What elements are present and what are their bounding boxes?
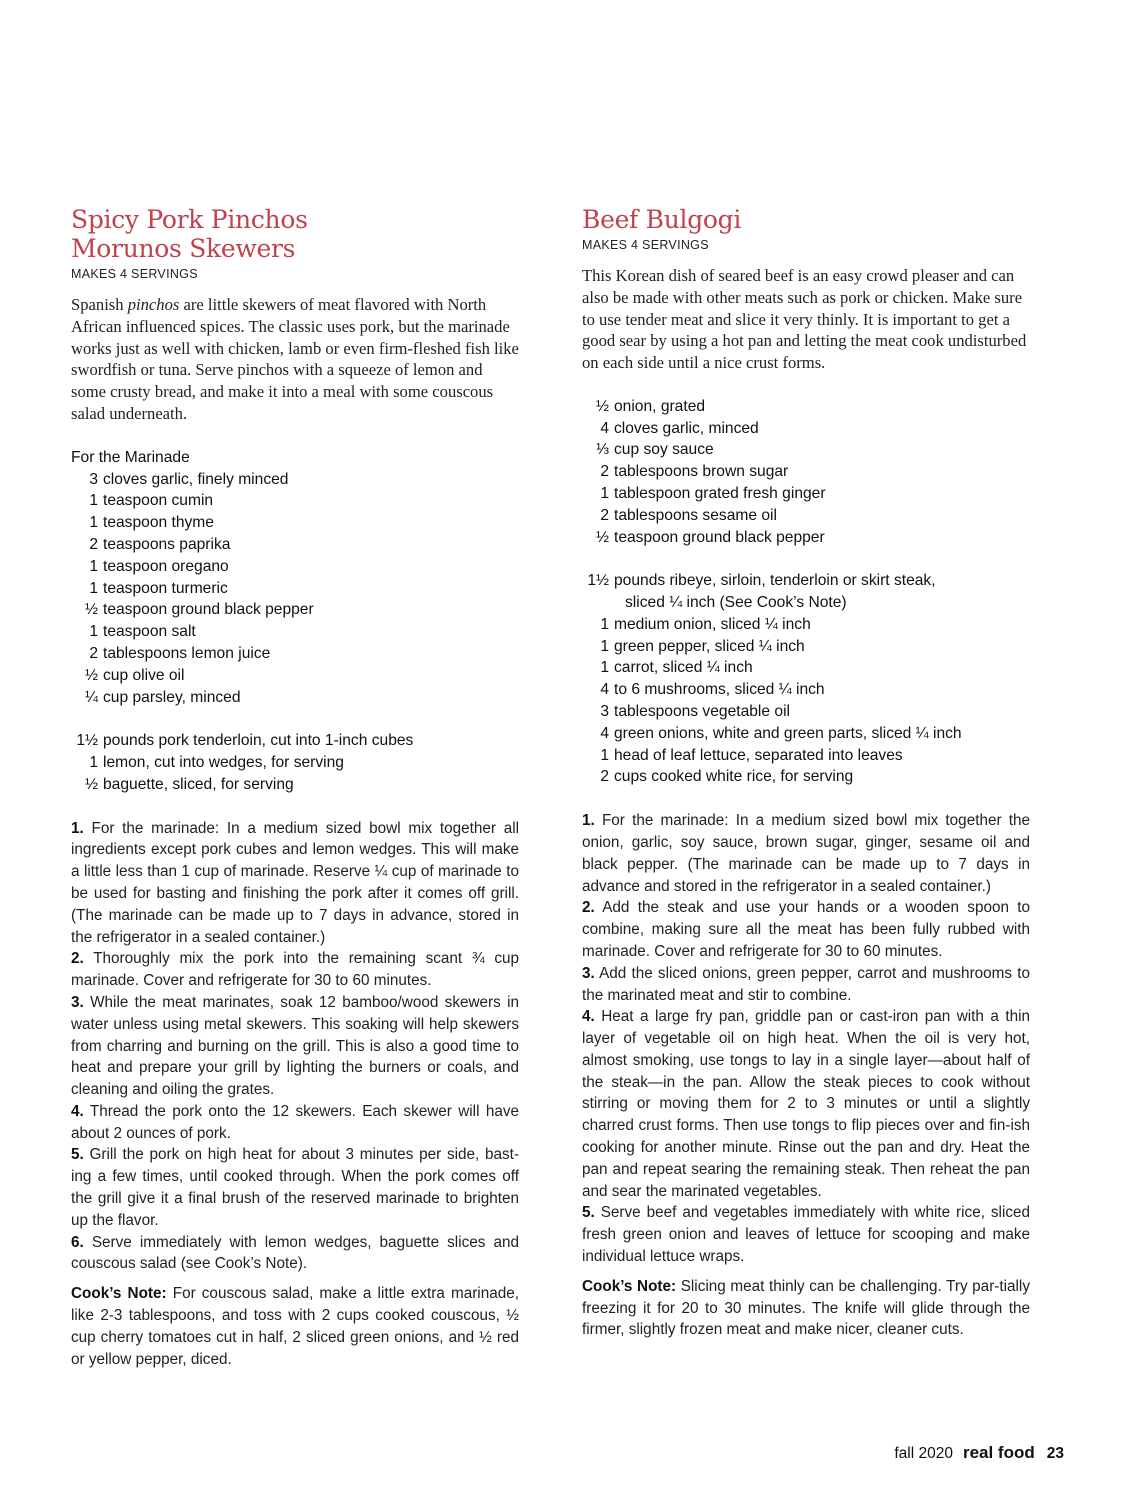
step-number: 1.	[582, 812, 595, 830]
ingredient-item	[71, 512, 519, 534]
ingredient-text	[103, 534, 519, 556]
ingredient-item	[582, 723, 1030, 745]
step-number: 4.	[71, 1102, 84, 1120]
ingredient-qty: 1½	[587, 572, 609, 590]
ingredient-qty: ½	[595, 528, 609, 546]
ingredient-text-main: tablespoons sesame oil	[614, 506, 777, 524]
ingredient-item	[582, 483, 1030, 505]
recipe-step	[71, 818, 519, 949]
ingredient-text-main: cup olive oil	[103, 666, 185, 684]
recipe-beef-bulgogi	[582, 205, 1030, 1341]
ingredient-text-main: green pepper, sliced ¼ inch	[614, 637, 805, 655]
step-text: Serve immediately with lemon wedges, baguette slices and couscous salad (see Cook’s Note).	[71, 1233, 519, 1273]
note-text: Slicing meat thinly can be challenging. Try par-tially freezing it for 20 to 30 minutes. The knife will glide through the firmer, slightly frozen meat and make nicer, cleaner cuts.	[582, 1277, 1030, 1339]
ingredient-text	[614, 679, 1030, 701]
ingredient-item	[71, 556, 519, 578]
step-text: Thread the pork onto the 12 skewers. Each skewer will have about 2 ounces of pork.	[71, 1102, 519, 1142]
ingredient-qty: 3	[600, 702, 609, 720]
ingredient-item	[582, 439, 1030, 461]
ingredient-item	[582, 701, 1030, 723]
ingredient-text	[103, 490, 519, 512]
ingredient-list	[71, 730, 519, 795]
step-number: 5.	[71, 1146, 84, 1164]
recipe-step	[582, 1006, 1030, 1202]
ingredient-text	[103, 687, 519, 709]
recipe-step	[71, 1232, 519, 1276]
ingredient-text	[614, 636, 1030, 658]
ingredient-text-main: teaspoons paprika	[103, 535, 231, 553]
ingredient-text-main: tablespoons vegetable oil	[614, 702, 790, 720]
ingredient-text-main: tablespoons brown sugar	[614, 463, 789, 481]
step-number: 5.	[582, 1204, 595, 1222]
ingredient-qty: 1	[89, 557, 98, 575]
ingredient-text	[103, 621, 519, 643]
page-footer	[894, 1443, 1064, 1463]
ingredient-qty: 1	[89, 514, 98, 532]
note-text: For couscous salad, make a little extra marinade, like 2-3 tablespoons, and toss with 2 cups cooked couscous, ½ cup cherry tomatoes cut in half, 2 sliced green onions, and ½ red or yellow pepper, diced.	[71, 1285, 519, 1368]
ingredient-item	[582, 679, 1030, 701]
issue-season: fall 2020	[894, 1445, 953, 1462]
ingredient-text	[614, 439, 1030, 461]
ingredient-qty: 1	[600, 484, 609, 502]
ingredient-text	[103, 730, 519, 752]
ingredient-text	[614, 396, 1030, 418]
ingredient-text	[614, 418, 1030, 440]
ingredient-qty: 2	[89, 535, 98, 553]
step-text: Add the sliced onions, green pepper, carrot and mushrooms to the marinated meat and stir to combine.	[582, 964, 1030, 1004]
ingredient-text	[614, 766, 1030, 788]
ingredient-text-main: cloves garlic, minced	[614, 419, 759, 437]
note-label: Cook’s Note:	[71, 1285, 167, 1303]
recipe-pork-pinchos	[71, 205, 519, 1370]
ingredient-text-main: baguette, sliced, for serving	[103, 775, 294, 793]
ingredient-text-main: teaspoon ground black pepper	[614, 528, 825, 546]
magazine-name: real food	[962, 1443, 1035, 1462]
ingredient-text	[614, 701, 1030, 723]
cooks-note	[71, 1283, 519, 1370]
recipe-step	[71, 1101, 519, 1145]
step-number: 6.	[71, 1233, 84, 1251]
ingredient-text	[103, 578, 519, 600]
ingredient-text-main: green onions, white and green parts, sliced ¼ inch	[614, 724, 962, 742]
recipe-step	[582, 1202, 1030, 1267]
ingredient-item	[71, 730, 519, 752]
ingredient-item	[71, 687, 519, 709]
ingredient-item	[582, 396, 1030, 418]
ingredient-text	[614, 505, 1030, 527]
ingredient-text-main: pounds pork tenderloin, cut into 1-inch cubes	[103, 732, 414, 750]
servings-label: MAKES 4 SERVINGS	[71, 267, 198, 281]
step-text: Add the steak and use your hands or a wooden spoon to combine, making sure all the meat has been fully rubbed with marinade. Cover and refrigerate for 30 to 60 minutes.	[582, 899, 1031, 960]
step-text: Serve beef and vegetables immediately with white rice, sliced fresh green onion and leaves of lettuce for scooping and make individual lettuce wraps.	[582, 1204, 1031, 1266]
recipe-step	[582, 897, 1030, 962]
ingredient-item	[582, 461, 1030, 483]
step-text: Grill the pork on high heat for about 3 minutes per side, bast-ing a few times, until cooked through. When the pork comes off the grill give it a final brush of the reserved marinade to brighten up the flavor.	[71, 1146, 520, 1229]
ingredient-item	[71, 534, 519, 556]
ingredient-text-main: medium onion, sliced ¼ inch	[614, 615, 811, 633]
page-number: 23	[1046, 1445, 1064, 1462]
ingredient-qty: 2	[600, 463, 609, 481]
intro-italic-word: pinchos	[127, 295, 180, 314]
ingredient-qty: ½	[595, 397, 609, 415]
ingredient-text	[614, 723, 1030, 745]
ingredient-item	[582, 614, 1030, 636]
ingredient-item	[71, 621, 519, 643]
ingredient-item	[71, 599, 519, 621]
ingredient-qty: 1	[600, 637, 609, 655]
note-label: Cook’s Note:	[582, 1277, 677, 1295]
ingredient-qty: 1	[89, 623, 98, 641]
step-text: For the marinade: In a medium sized bowl mix together all ingredients except pork cubes and lemon wedges. This will make a little less than 1 cup of marinade. Reserve ¼ cup of marinade to be used for basting and finishing the pork after it comes off grill. (The marinade can be made up to 7 days in advance, stored in the refrigerator in a sealed container.)	[71, 819, 519, 946]
ingredient-text	[103, 665, 519, 687]
ingredient-text	[103, 469, 519, 491]
ingredient-item	[71, 665, 519, 687]
ingredient-qty: ¼	[84, 688, 98, 706]
ingredient-text-main: head of leaf lettuce, separated into leaves	[614, 746, 903, 764]
ingredient-text-main: tablespoons lemon juice	[103, 644, 271, 662]
ingredient-qty: 4	[600, 419, 609, 437]
ingredient-item	[71, 774, 519, 796]
ingredient-text	[103, 512, 519, 534]
recipe-intro: This Korean dish of seared beef is an easy crowd pleaser and can also be made with other meats such as pork or chicken. Make sure to use tender meat and slice it very thinly. It is important to get a good sear by using a hot pan and letting the meat cook undisturbed on each side until a nice crust forms.	[582, 266, 1027, 373]
ingredient-item	[582, 657, 1030, 679]
step-number: 2.	[582, 899, 595, 917]
ingredient-item	[582, 766, 1030, 788]
intro-text: Spanish	[71, 295, 128, 314]
recipe-title: Beef Bulgogi	[582, 205, 742, 234]
ingredient-text-main: teaspoon salt	[103, 623, 196, 641]
ingredient-item	[582, 745, 1030, 767]
ingredient-item	[582, 527, 1030, 549]
ingredient-text-main: teaspoon thyme	[103, 514, 214, 532]
ingredient-item	[582, 418, 1030, 440]
step-number: 2.	[71, 950, 84, 968]
ingredient-text-main: pounds ribeye, sirloin, tenderloin or skirt steak,	[614, 572, 936, 590]
ingredient-qty: 2	[89, 644, 98, 662]
ingredient-list	[582, 396, 1030, 549]
ingredient-qty: 1	[600, 746, 609, 764]
ingredient-item	[582, 636, 1030, 658]
ingredient-text-main: tablespoon grated fresh ginger	[614, 484, 826, 502]
step-number: 4.	[582, 1008, 595, 1026]
ingredient-qty: 3	[89, 470, 98, 488]
ingredient-qty: ½	[84, 775, 98, 793]
step-text: Thoroughly mix the pork into the remaining scant ¾ cup marinade. Cover and refrigerate for 30 to 60 minutes.	[71, 950, 519, 990]
step-number: 1.	[71, 819, 84, 837]
ingredient-qty: 1	[600, 659, 609, 677]
ingredient-item	[582, 505, 1030, 527]
ingredient-text	[103, 556, 519, 578]
recipe-step	[71, 1144, 519, 1231]
ingredient-qty: 1	[89, 579, 98, 597]
recipe-intro	[71, 294, 519, 425]
ingredient-text	[614, 657, 1030, 679]
ingredient-qty: 2	[600, 506, 609, 524]
ingredient-text	[614, 745, 1030, 767]
recipe-step	[582, 963, 1030, 1007]
ingredient-item	[71, 752, 519, 774]
ingredient-text-main: onion, grated	[614, 397, 706, 415]
ingredient-text-main: cup soy sauce	[614, 441, 714, 459]
recipe-step	[582, 810, 1030, 897]
step-list	[582, 810, 1030, 1268]
ingredient-text	[103, 752, 519, 774]
ingredient-item	[582, 570, 1030, 614]
ingredient-text-main: teaspoon cumin	[103, 492, 214, 510]
ingredient-text	[103, 599, 519, 621]
ingredient-text-main: cup parsley, minced	[103, 688, 241, 706]
ingredient-item	[71, 643, 519, 665]
ingredient-item	[71, 578, 519, 600]
ingredient-text	[103, 643, 519, 665]
ingredient-text-main: cloves garlic, finely minced	[103, 470, 289, 488]
ingredient-list	[71, 469, 519, 709]
ingredient-qty: 1	[89, 492, 98, 510]
ingredient-text	[614, 527, 1030, 549]
step-number: 3.	[71, 993, 84, 1011]
step-text: Heat a large fry pan, griddle pan or cast-iron pan with a thin layer of vegetable oil on high heat. When the oil is very hot, almost smoking, use tongs to lay in a single layer—about half of the steak—in the pan. Allow the steak pieces to cook without stirring or moving them for 2 to 3 minutes or until a slightly charred crust forms. Then use tongs to flip pieces over and fin-ish cooking for another minute. Rinse out the pan and dry. Heat the pan and repeat searing the remaining steak. Then reheat the pan and sear the marinated vegetables.	[582, 1008, 1030, 1200]
step-text: For the marinade: In a medium sized bowl mix together the onion, garlic, soy sauce, brown sugar, ginger, sesame oil and black pepper. (The marinade can be made up to 7 days in advance and stored in the refrigerator in a sealed container.)	[582, 812, 1031, 895]
ingredient-text	[614, 570, 1030, 614]
ingredient-text-main: lemon, cut into wedges, for serving	[103, 753, 344, 771]
ingredient-text-continued: sliced ¼ inch (See Cook’s Note)	[625, 593, 847, 611]
ingredient-list	[582, 570, 1030, 788]
ingredient-text-main: to 6 mushrooms, sliced ¼ inch	[614, 681, 825, 699]
cooks-note	[582, 1276, 1030, 1341]
ingredient-text-main: teaspoon oregano	[103, 557, 229, 575]
ingredient-qty: 1	[600, 615, 609, 633]
intro-text: are little skewers of meat flavored with North African influenced spices. The classic uses pork, but the marinade works just as well with chicken, lamb or even firm-fleshed fish like swordfish or tuna. Serve pinchos with a squeeze of lemon and some crusty bread, and make it into a meal with some couscous salad underneath.	[71, 295, 519, 423]
recipe-title: Spicy Pork Pinchos Morunos Skewers	[71, 205, 308, 263]
ingredient-text	[614, 483, 1030, 505]
ingredient-text-main: carrot, sliced ¼ inch	[614, 659, 753, 677]
ingredient-text-main: teaspoon turmeric	[103, 579, 228, 597]
ingredient-qty: ½	[84, 601, 98, 619]
servings-label: MAKES 4 SERVINGS	[582, 238, 709, 252]
ingredient-qty: 1½	[76, 732, 98, 750]
ingredient-item	[71, 469, 519, 491]
ingredient-heading: For the Marinade	[71, 448, 190, 466]
step-number: 3.	[582, 964, 595, 982]
step-list	[71, 818, 519, 1276]
ingredient-text-main: cups cooked white rice, for serving	[614, 768, 854, 786]
ingredient-qty: ½	[84, 666, 98, 684]
ingredient-qty: 4	[600, 724, 609, 742]
ingredient-text	[614, 461, 1030, 483]
recipe-step	[71, 992, 519, 1101]
recipe-step	[71, 948, 519, 992]
step-text: While the meat marinates, soak 12 bamboo/wood skewers in water unless using metal skewers. This soaking will help skewers from charring and burning on the grill. This is also a good time to heat and prepare your grill by lighting the burners or coals, and cleaning and oiling the grates.	[71, 993, 520, 1099]
ingredient-qty: 4	[600, 681, 609, 699]
ingredient-text-main: teaspoon ground black pepper	[103, 601, 314, 619]
ingredient-qty: ⅓	[595, 441, 609, 459]
ingredient-qty: 2	[600, 768, 609, 786]
ingredient-text	[103, 774, 519, 796]
ingredient-qty: 1	[89, 753, 98, 771]
ingredient-text	[614, 614, 1030, 636]
ingredient-item	[71, 490, 519, 512]
